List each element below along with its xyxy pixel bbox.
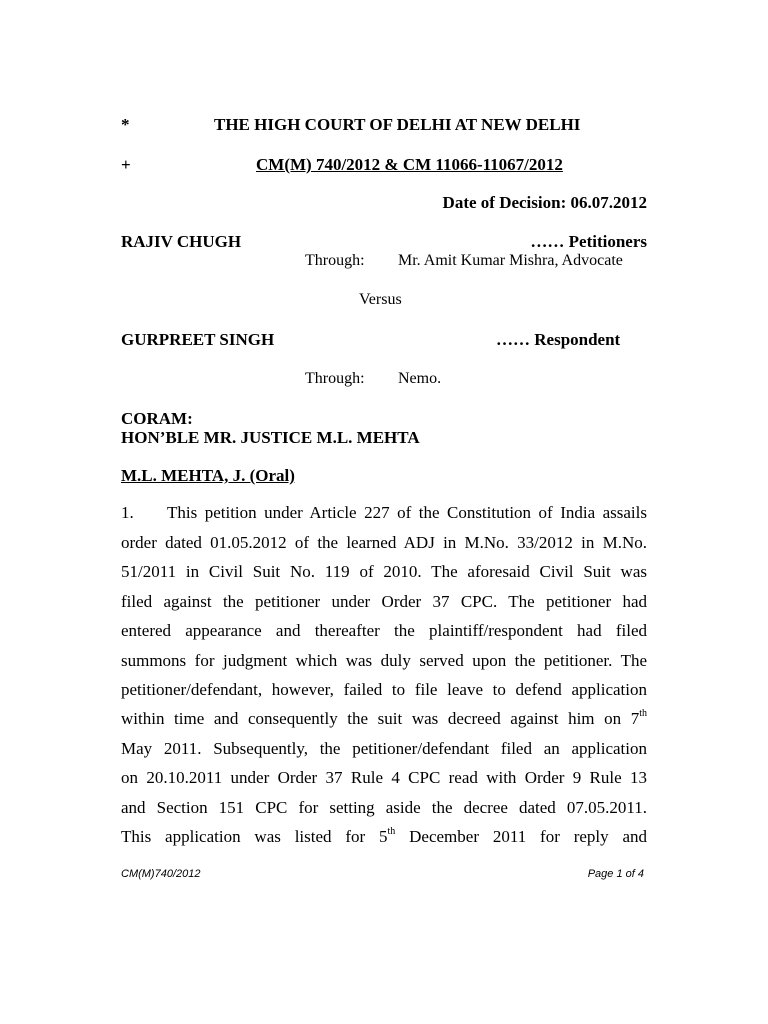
- paragraph-line: filed against the petitioner under Order 37 CPC. The petitioner had: [121, 592, 647, 611]
- case-number: CM(M) 740/2012 & CM 11066-11067/2012: [256, 155, 563, 174]
- petitioner-name: RAJIV CHUGH: [121, 232, 242, 251]
- footer-page-number: Page 1 of 4: [587, 868, 644, 880]
- ordinal-suffix: th: [387, 826, 396, 837]
- coram-judge: HON’BLE MR. JUSTICE M.L. MEHTA: [121, 428, 420, 447]
- paragraph-line: petitioner/defendant, however, failed to file leave to defend application: [121, 680, 647, 699]
- decision-date: Date of Decision: 06.07.2012: [442, 193, 647, 212]
- coram-label: CORAM:: [121, 409, 193, 428]
- paragraph-line: [121, 709, 647, 729]
- paragraph-line: 51/2011 in Civil Suit No. 119 of 2010. The aforesaid Civil Suit was: [121, 562, 647, 581]
- paragraph-line: on 20.10.2011 under Order 37 Rule 4 CPC read with Order 9 Rule 13: [121, 768, 647, 787]
- paragraph-line: [121, 827, 647, 847]
- ordinal-suffix: th: [639, 708, 647, 719]
- paragraph-line: entered appearance and thereafter the plaintiff/respondent had filed: [121, 621, 647, 640]
- petitioner-role: …… Petitioners: [530, 232, 647, 251]
- paragraph-line: and Section 151 CPC for setting aside the decree dated 07.05.2011.: [121, 798, 647, 817]
- respondent-role: …… Respondent: [496, 330, 621, 349]
- paragraph-line-text: December 2011 for reply and: [395, 827, 648, 846]
- asterisk-mark: *: [121, 115, 130, 134]
- paragraph-line: summons for judgment which was duly served upon the petitioner. The: [121, 651, 647, 670]
- paragraph-line-text: within time and consequently the suit was decreed against him on 7: [121, 709, 640, 728]
- respondent-name: GURPREET SINGH: [121, 330, 275, 349]
- paragraph-line-text: This application was listed for 5: [121, 827, 388, 846]
- paragraph-line: This petition under Article 227 of the Constitution of India assails: [167, 503, 647, 522]
- versus-label: Versus: [359, 291, 402, 308]
- paragraph-line: May 2011. Subsequently, the petitioner/defendant filed an application: [121, 739, 647, 758]
- paragraph-line: order dated 01.05.2012 of the learned ADJ in M.No. 33/2012 in M.No.: [121, 533, 647, 552]
- through-label-petitioner: Through:: [305, 252, 365, 269]
- through-label-respondent: Through:: [305, 370, 365, 387]
- court-title: THE HIGH COURT OF DELHI AT NEW DELHI: [214, 115, 581, 134]
- judgment-heading: M.L. MEHTA, J. (Oral): [121, 466, 295, 485]
- plus-mark: +: [121, 155, 131, 174]
- footer-case-ref: CM(M)740/2012: [121, 868, 201, 880]
- petitioner-counsel: Mr. Amit Kumar Mishra, Advocate: [398, 252, 623, 269]
- respondent-counsel: Nemo.: [398, 370, 442, 387]
- paragraph-number: 1.: [121, 503, 134, 522]
